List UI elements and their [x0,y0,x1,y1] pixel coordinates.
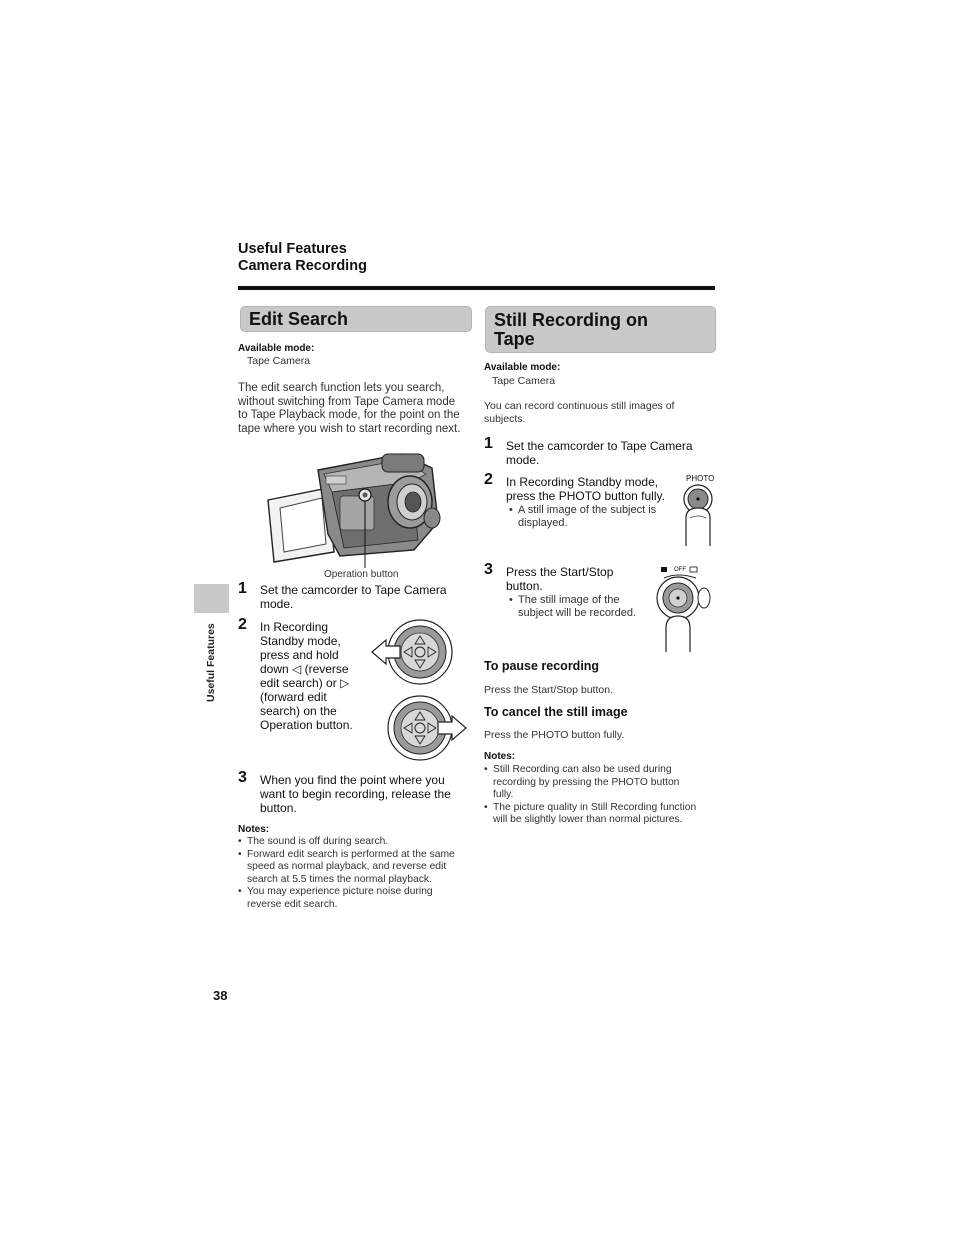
right-step-1-text [506,439,716,467]
right-intro-line: You can record continuous still images of [484,400,675,412]
header-line-1: Useful Features [238,241,347,257]
right-available-mode-label: Available mode: [484,362,561,373]
note-item [238,836,474,849]
step-line: button. [260,801,297,815]
cancel-still-heading: To cancel the still image [484,705,628,719]
left-step-2-text [260,620,365,732]
note-line: • You may experience picture noise during [247,886,433,897]
note-line: • The sound is off during search. [247,836,389,847]
step-line: Operation button. [260,718,353,732]
note-line: • Still Recording can also be used during [493,764,672,775]
note-line: will be slightly lower than normal pictures. [493,814,683,825]
right-notes-label: Notes: [484,751,516,762]
note-line: reverse edit search. [247,898,338,910]
figure-caption-operation-button: Operation button [324,569,399,580]
step-line: search) on the [260,704,337,718]
start-stop-button-illustration [654,564,714,654]
step-line: want to begin recording, release the [260,787,451,801]
page-number: 38 [213,988,228,1003]
note-line: • The picture quality in Still Recording function [493,801,697,813]
section-title-edit-search: Edit Search [240,306,472,332]
step-line: button. [506,579,543,593]
step-line: Set the camcorder to Tape Camera [506,439,693,453]
header-rule [238,286,715,290]
step-line: press the PHOTO button fully. [506,489,665,503]
section-title-line: Still Recording on [494,310,649,330]
right-available-mode-value: Tape Camera [492,375,556,387]
note-line: speed as normal playback, and reverse edit [247,861,447,872]
step-line: Press the Start/Stop [506,565,614,579]
left-step-1-number: 1 [238,580,247,597]
bullet-line: displayed. [518,517,568,529]
note-line: search at 5.5 times the normal playback. [247,873,432,885]
bullet-item [509,504,679,530]
off-label: OFF [674,567,686,573]
note-item [484,764,716,802]
right-step-2-number: 2 [484,471,493,488]
photo-label: PHOTO [686,474,715,483]
right-step-2-bullets [509,504,679,530]
pause-recording-text: Press the Start/Stop button. [484,684,613,696]
tape-mode-icon [690,567,697,572]
camera-mode-icon [661,567,667,572]
left-step-1-text [260,583,475,611]
forward-search-dial-icon [388,696,466,760]
left-intro [238,382,478,436]
bullet-line: • A still image of the subject is [518,504,657,516]
left-intro-line: to Tape Playback mode, for the point on the [238,409,460,421]
photo-button-illustration [680,472,720,550]
left-step-3-text [260,773,475,815]
section-title-still-recording [485,306,716,353]
right-step-3-number: 3 [484,561,493,578]
operation-button-diagrams [370,618,470,762]
note-line: • Forward edit search is performed at the same [247,848,455,860]
step-line: Set the camcorder to Tape Camera [260,583,447,597]
step-line: When you find the point where you [260,773,445,787]
step-line: Standby mode, [260,634,341,648]
camcorder-illustration [262,440,448,572]
side-tab-label [205,622,219,702]
note-line: recording by pressing the PHOTO button [493,776,680,788]
step-line: In Recording Standby mode, [506,475,659,489]
step-line: In Recording [260,620,329,634]
side-tab-marker [194,584,229,613]
bullet-line: subject will be recorded. [518,607,637,619]
bullet-item [509,594,654,620]
bullet-line: • The still image of the [518,594,620,606]
left-notes-list [238,836,474,911]
left-intro-line: without switching from Tape Camera mode [238,395,456,408]
left-step-2-number: 2 [238,616,247,633]
pause-recording-heading: To pause recording [484,659,600,673]
reverse-search-dial-icon [372,620,452,684]
side-tab-text: Useful Features [205,623,217,702]
right-intro-line: subjects. [484,413,526,425]
left-intro-line: tape where you wish to start recording next. [238,422,461,435]
running-header [238,241,367,275]
header-line-2: Camera Recording [238,258,367,274]
right-intro [484,400,714,426]
note-item [238,886,474,911]
left-available-mode-value: Tape Camera [247,355,311,367]
step-line: down ◁ (reverse [260,662,349,676]
note-line: fully. [493,789,514,800]
right-step-3-bullets [509,594,654,620]
note-item [484,802,716,827]
step-line: press and hold [260,648,339,662]
section-title-line: Tape [494,329,535,349]
step-line: mode. [260,597,294,611]
right-step-3-text [506,565,651,593]
step-line: (forward edit [260,690,327,704]
left-notes-label: Notes: [238,824,270,835]
right-step-1-number: 1 [484,435,493,452]
cancel-still-text: Press the PHOTO button fully. [484,729,625,741]
left-step-3-number: 3 [238,769,247,786]
step-line: mode. [506,453,540,467]
left-available-mode-label: Available mode: [238,343,315,354]
right-step-2-text [506,475,681,503]
note-item [238,849,474,887]
step-line: edit search) or ▷ [260,676,350,690]
left-intro-line: The edit search function lets you search, [238,382,445,394]
right-notes-list [484,764,716,827]
